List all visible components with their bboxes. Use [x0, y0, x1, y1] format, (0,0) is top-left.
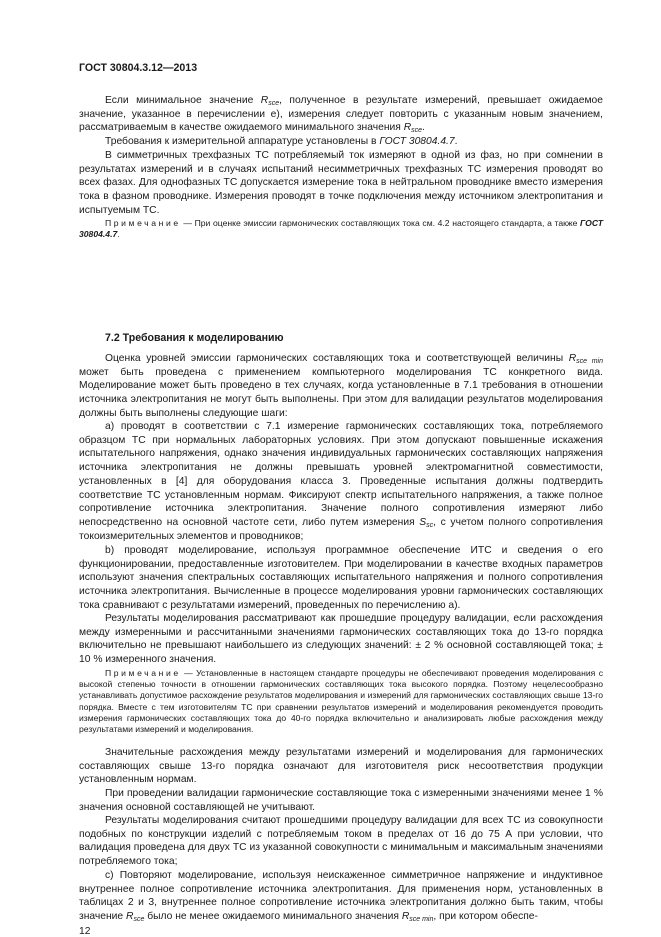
page-number: 12 — [79, 926, 91, 937]
list-item-a: а) проводят в соответствии с 7.1 измерение гармонических составляющих тока, потребляемого образцом ТС при нормальных лабораторных условиях. При этом допускают повышенные искажения испытательного напряжения, однако значения индивидуальных гармонических составляющих напряжения источника электропитания не должны превышать уровней электромагнитной совместимости, установленных в [4] для оборудования класса 3. Проведенные испытания должны подтвердить соответствие ТС установленным нормам. Фиксируют спектр испытательного напряжения, а также полное сопротивление источника электропитания. Значение полного сопротивления измеряют либо непосредственно на основной частоте сети, либо путем измерения $S_{sc}$, с учетом полного сопротивления токоизмерительных элементов и проводников; — [79, 421, 603, 542]
paragraph-three-phase: В симметричных трехфазных ТС потребляемый ток измеряют в одной из фаз, но при сомнении в результатах измерений и в случаях испытаний несимметричных трехфазных ТС измерения проводят во всех фазах. Для однофазных ТС допускается измерение тока в нейтральном проводнике вместо измерения тока в фазном проводнике. Измерения проводят в точке подключения между источником электропитания и испытуемым ТС. — [79, 150, 603, 216]
list-item-b: b) проводят моделирование, используя программное обеспечение ИТС и сведения о его функционировании, предоставленные изготовителем. При моделировании в качестве входных параметров используют значения спектральных составляющих испытательного напряжения и полного сопротивления источника электропитания. Вычисленные в процессе моделирования уровни гармонических составляющих тока сравнивают с результатами измерений, проведенных по перечислению а). — [79, 545, 603, 611]
paragraph-rsce-repeat: Если минимальное значение $R_{sce}$, полученное в результате измерений, превышает ожидаемое значение, указанное в перечислении е), измерения следует повторить с указанным новым значением, рассматриваемым в качестве ожидаемого минимального значения $R_{sce}$. — [79, 95, 603, 135]
note-simulation-accuracy: Примечание — Установленные в настоящем стандарте процедуры не обеспечивают проведения моделирования с высокой степенью точности в отношении гармонических составляющих тока высокого порядка. Поэтому нецелесообразно устанавливать допустимое расхождение результатов моделирования и измерений для гармонических составляющих свыше 13-го порядка. Вместе с тем изготовителям ТС при сравнении результатов измерений и моделирования рекомендуется проводить измерения гармонических составляющих тока до 40-го порядка включительно и анализировать любые расхождения между результатами измерений и моделирования. — [79, 668, 603, 735]
section-heading-7-2: 7.2 Требования к моделированию — [105, 332, 284, 344]
paragraph-measuring-equipment: Требования к измерительной аппаратуре установлены в ГОСТ 30804.4.7. — [105, 136, 458, 147]
document-header: ГОСТ 30804.3.12—2013 — [79, 62, 198, 74]
note-harmonic-emission: Примечание — При оценке эмиссии гармонических составляющих тока см. 4.2 настоящего стандарта, а также ГОСТ 30804.4.7. — [79, 218, 603, 240]
paragraph-validation-scope: Результаты моделирования считают прошедшими процедуру валидации для всех ТС из совокупности подобных по конструкции изделий с потребляемым током в пределах от 16 до 75 А при условии, что валидация проведена для двух ТС из указанной совокупности с минимальным и максимальным значениями потребляемого тока; — [79, 815, 603, 868]
list-item-c: с) Повторяют моделирование, используя неискаженное симметричное напряжение и индуктивное внутреннее полное сопротивление источника электропитания. Для применения норм, установленных в таблицах 2 и 3, внутреннее полное сопротивление источника электропитания должно быть таким, чтобы значение $R_{sce}$ было не менее ожидаемого минимального значения $R_{sce min}$, при котором обеспе- — [79, 870, 603, 924]
paragraph-discrepancies: Значительные расхождения между результатами измерений и моделирования для гармонических составляющих свыше 13-го порядка означают для изготовителя риск несоответствия продукции установленным нормам. — [79, 747, 603, 786]
paragraph-simulation-intro: Оценка уровней эмиссии гармонических составляющих тока и соответствующей величины $R_{sce min}$ может быть проведена с применением компьютерного моделирования ТС конкретного вида. Моделирование может быть проведено в тех случаях, когда установленные в 7.1 требования в отношении источника электропитания не могут быть выполнены. При этом для валидации результатов моделирования должны быть выполнены следующие шаги: — [79, 353, 603, 419]
paragraph-one-percent: При проведении валидации гармонические составляющие тока с измеренными значениями менее 1 % значения основной составляющей не учитывают. — [79, 788, 603, 813]
paragraph-validation-criteria: Результаты моделирования рассматривают как прошедшие процедуру валидации, если расхождения между измеренными и рассчитанными значениями гармонических составляющих тока до 13-го порядка включительно не превышают наибольшего из следующих значений: ± 2 % основной составляющей тока; ± 10 % измеренного значения. — [79, 613, 603, 666]
